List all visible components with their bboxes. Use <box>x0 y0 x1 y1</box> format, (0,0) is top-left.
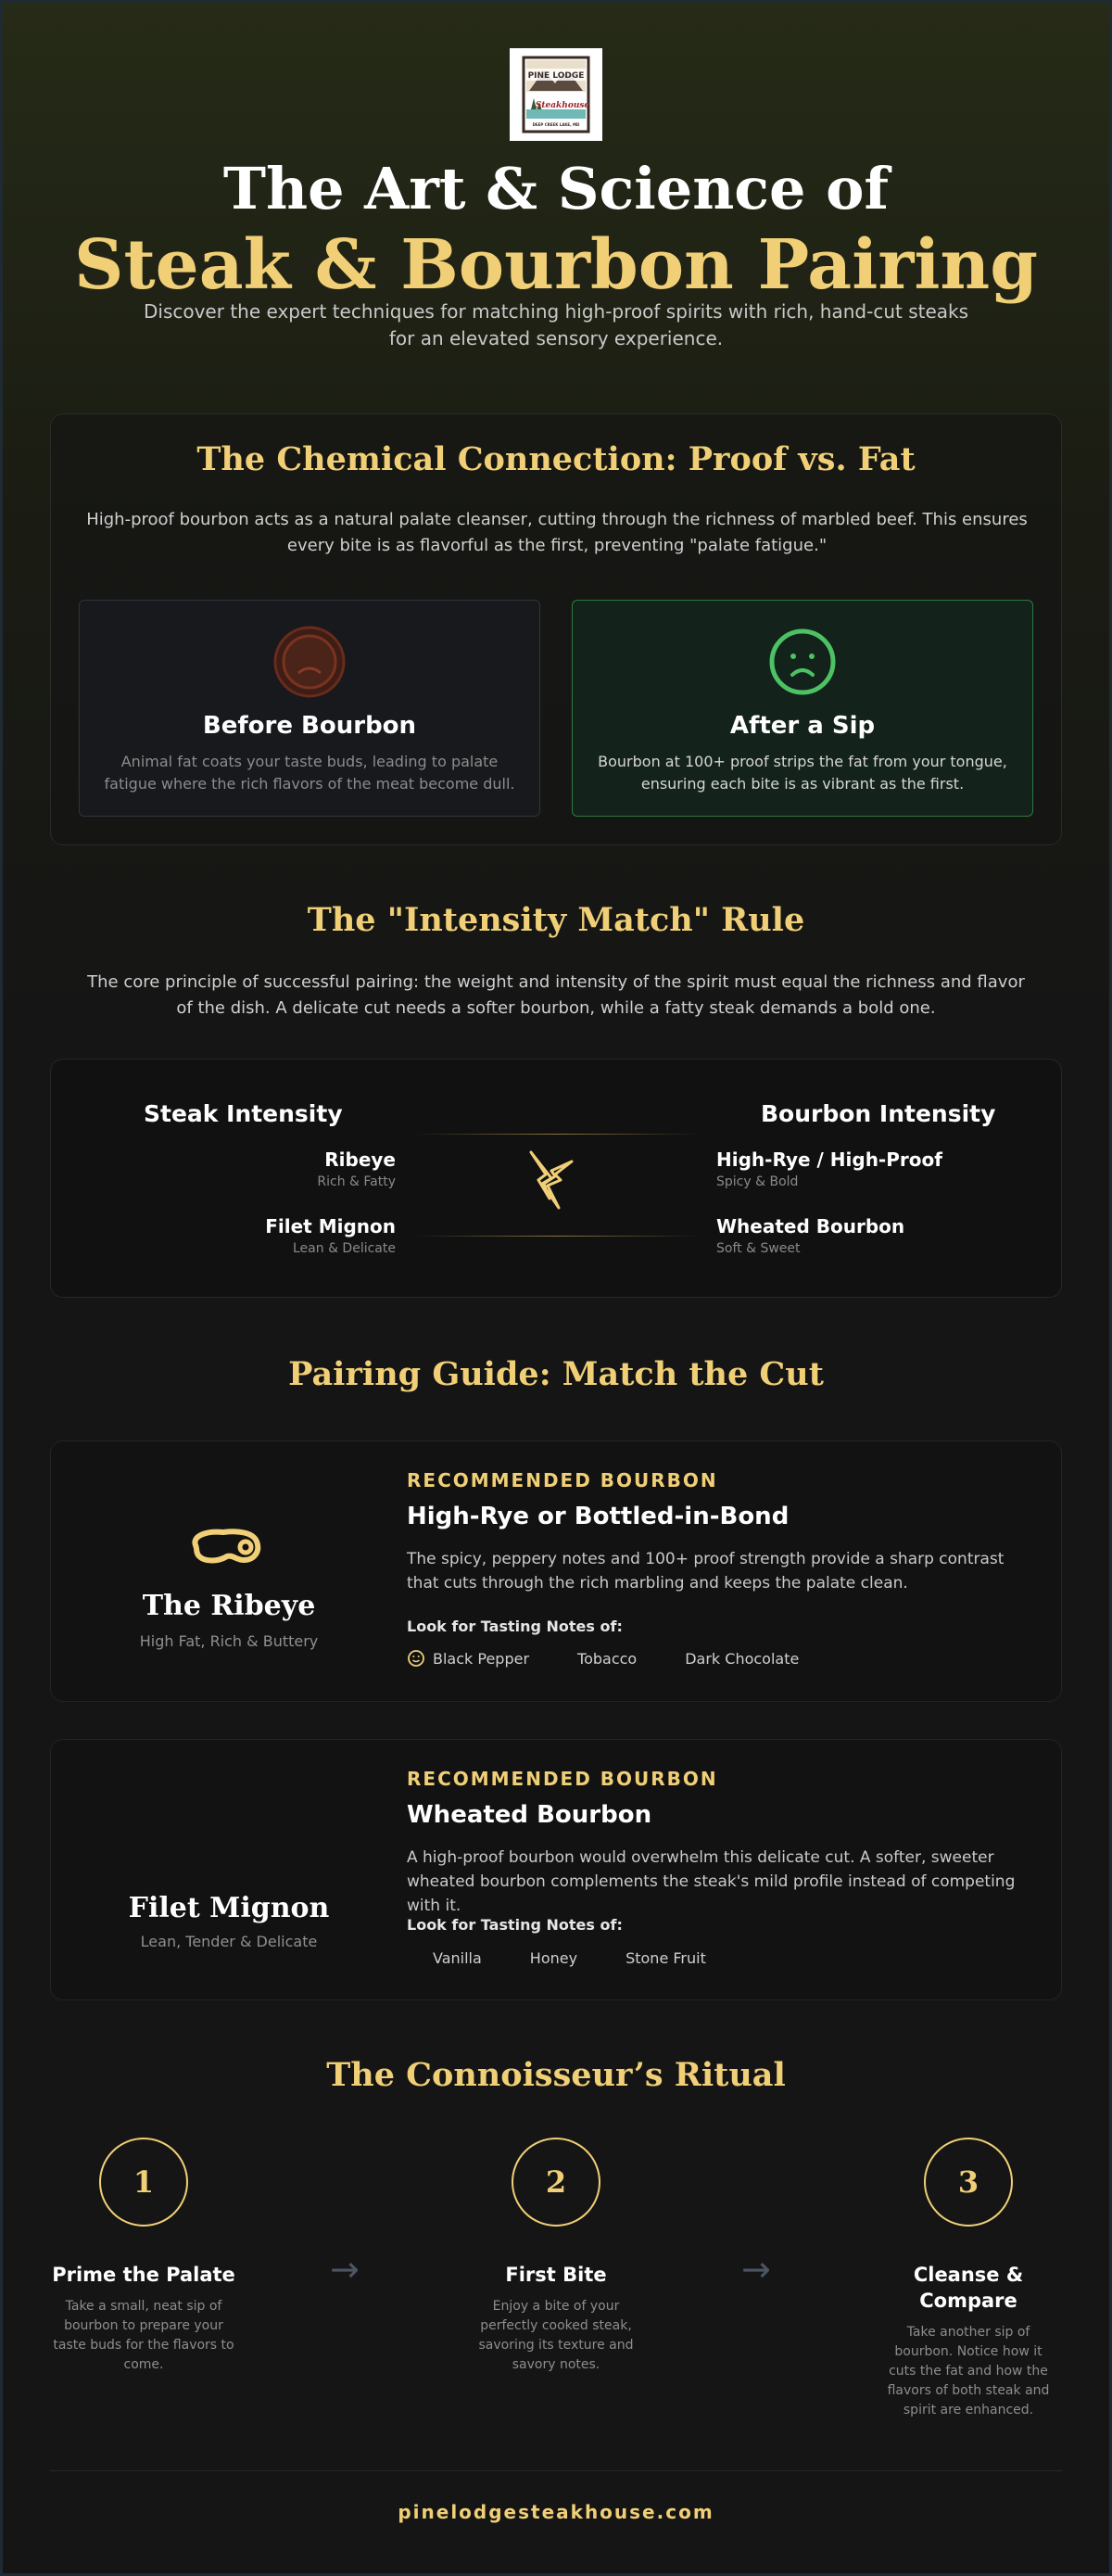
pairing-card-ribeye <box>50 1440 1062 1702</box>
chemical-connection-title: The Chemical Connection: Proof vs. Fat <box>196 440 916 478</box>
chemical-connection-lead: High-proof bourbon acts as a natural palate cleanser, cutting through the richness of marbled beef. This ensures every bite is as flavorful as the first, preventing "palate fatigue." <box>86 510 1028 555</box>
filet-rec-label: RECOMMENDED BOURBON <box>407 1768 718 1790</box>
bourbon-high-rye-label: High-Rye / High-Proof <box>716 1148 942 1171</box>
steak-ribeye-desc: Rich & Fatty <box>317 1174 396 1189</box>
svg-text:DEEP CREEK LAKE, MD: DEEP CREEK LAKE, MD <box>532 122 580 127</box>
step-number-circle: 2 <box>512 2138 600 2227</box>
tasting-note-label: Tobacco <box>577 1649 638 1668</box>
ritual-step-1 <box>42 2138 246 2375</box>
sad-face-icon <box>765 625 840 699</box>
intensity-bottom-divider <box>414 1236 700 1237</box>
ribeye-rec-text: The spicy, peppery notes and 100+ proof strength provide a sharp contrast that cuts through the rich marbling and keeps the palate clean. <box>407 1550 1005 1593</box>
hero-title-line2: Steak & Bourbon Pairing <box>74 225 1038 305</box>
steak-filet-label: Filet Mignon <box>265 1215 396 1237</box>
ribeye-recommendation-panel <box>407 1441 1033 1701</box>
sad-face-icon <box>272 625 347 699</box>
filet-tasting-notes <box>433 1949 754 1967</box>
tasting-note <box>626 1949 706 1967</box>
bourbon-intensity-heading: Bourbon Intensity <box>761 1100 996 1127</box>
filet-recommendation-panel <box>407 1740 1033 1999</box>
filet-notes-label: Look for Tasting Notes of: <box>407 1916 623 1934</box>
bourbon-wheated-desc: Soft & Sweet <box>716 1241 801 1256</box>
filet-cut-panel <box>51 1740 407 1999</box>
pairing-arrows-icon <box>518 1143 592 1217</box>
step-number-circle: 1 <box>99 2138 188 2227</box>
tasting-note-label: Stone Fruit <box>626 1949 706 1967</box>
ribeye-cut-name: The Ribeye <box>142 1590 316 1622</box>
after-a-sip-title: After a Sip <box>729 712 876 740</box>
tasting-note <box>433 1949 482 1967</box>
step-title: Prime the Palate <box>52 2264 235 2286</box>
tasting-note <box>530 1949 577 1967</box>
intensity-match-lead: The core principle of successful pairing: the weight and intensity of the spirit must equal the richness and flavor of the dish. A delicate cut needs a softer bourbon, while a fatty steak demands a bold one. <box>87 972 1025 1018</box>
step-text: Enjoy a bite of your perfectly cooked steak, savoring its texture and savory notes. <box>478 2299 634 2372</box>
filet-cut-name: Filet Mignon <box>128 1892 330 1924</box>
ritual-title: The Connoisseur’s Ritual <box>326 2056 786 2094</box>
steak-intensity-heading: Steak Intensity <box>144 1100 343 1127</box>
step-text: Take a small, neat sip of bourbon to prepare your taste buds for the flavors to come. <box>53 2299 234 2372</box>
pine-lodge-logo[interactable] <box>510 48 602 141</box>
before-bourbon-card <box>79 600 540 817</box>
before-bourbon-text: Animal fat coats your taste buds, leading to palate fatigue where the rich flavors of the meat become dull. <box>104 753 515 793</box>
ribeye-cut-sub: High Fat, Rich & Buttery <box>139 1632 319 1650</box>
arrow-right-icon: → <box>741 2249 771 2290</box>
chemical-connection-card <box>50 413 1062 845</box>
logo-mark-icon <box>522 56 590 133</box>
tasting-note-label: Dark Chocolate <box>685 1649 800 1668</box>
after-a-sip-card <box>572 600 1033 817</box>
filet-rec-text: A high-proof bourbon would overwhelm this delicate cut. A softer, sweeter wheated bourbon complements the steak's mild profile instead of competing with it. <box>407 1848 1016 1915</box>
step-number-circle: 3 <box>924 2138 1013 2227</box>
footer-divider <box>50 2470 1062 2471</box>
before-bourbon-title: Before Bourbon <box>202 712 417 740</box>
tasting-note-label: Black Pepper <box>433 1649 530 1668</box>
tasting-note <box>407 1649 529 1668</box>
pairing-card-filet <box>50 1739 1062 2000</box>
bourbon-high-rye-desc: Spicy & Bold <box>716 1174 799 1189</box>
ritual-step-2 <box>454 2138 658 2375</box>
hero-subtitle: Discover the expert techniques for matching high-proof spirits with rich, hand-cut steaks for an elevated sensory experience. <box>143 300 969 349</box>
step-text: Take another sip of bourbon. Notice how it cuts the fat and how the flavors of both steak and spirit are enhanced. <box>887 2325 1050 2417</box>
filet-cut-sub: Lean, Tender & Delicate <box>140 1933 318 1950</box>
bourbon-wheated-label: Wheated Bourbon <box>716 1215 905 1237</box>
ribeye-tasting-notes <box>407 1649 847 1668</box>
footer-website-link[interactable]: pinelodgesteakhouse.com <box>398 2501 714 2523</box>
tasting-note-label: Honey <box>529 1949 578 1967</box>
ribeye-rec-title: High-Rye or Bottled-in-Bond <box>407 1503 790 1530</box>
tasting-note <box>577 1650 637 1668</box>
step-title: Cleanse & Compare <box>913 2264 1024 2312</box>
steak-icon <box>188 1525 266 1571</box>
pairing-guide-title: Pairing Guide: Match the Cut <box>288 1355 824 1393</box>
hero-title-line1: The Art & Science of <box>222 155 890 222</box>
after-a-sip-text: Bourbon at 100+ proof strips the fat from your tongue, ensuring each bite is as vibrant as the first. <box>598 753 1007 793</box>
smile-face-icon <box>407 1649 425 1668</box>
intensity-match-title: The "Intensity Match" Rule <box>307 901 805 939</box>
ribeye-cut-panel <box>51 1441 407 1701</box>
ribeye-notes-label: Look for Tasting Notes of: <box>407 1618 623 1635</box>
ritual-step-3 <box>866 2138 1070 2420</box>
filet-rec-title: Wheated Bourbon <box>407 1801 652 1829</box>
steak-ribeye-label: Ribeye <box>324 1148 396 1171</box>
arrow-right-icon: → <box>330 2249 360 2290</box>
intensity-match-card <box>50 1059 1062 1298</box>
hero-title <box>0 154 1112 306</box>
svg-text:Steakhouse: Steakhouse <box>535 101 590 110</box>
step-title: First Bite <box>505 2264 607 2286</box>
intensity-top-divider <box>414 1134 700 1135</box>
tasting-note-label: Vanilla <box>433 1949 482 1967</box>
svg-text:PINE LODGE: PINE LODGE <box>527 71 585 81</box>
steak-filet-desc: Lean & Delicate <box>293 1241 396 1256</box>
tasting-note <box>685 1650 799 1668</box>
ribeye-rec-label: RECOMMENDED BOURBON <box>407 1469 718 1491</box>
